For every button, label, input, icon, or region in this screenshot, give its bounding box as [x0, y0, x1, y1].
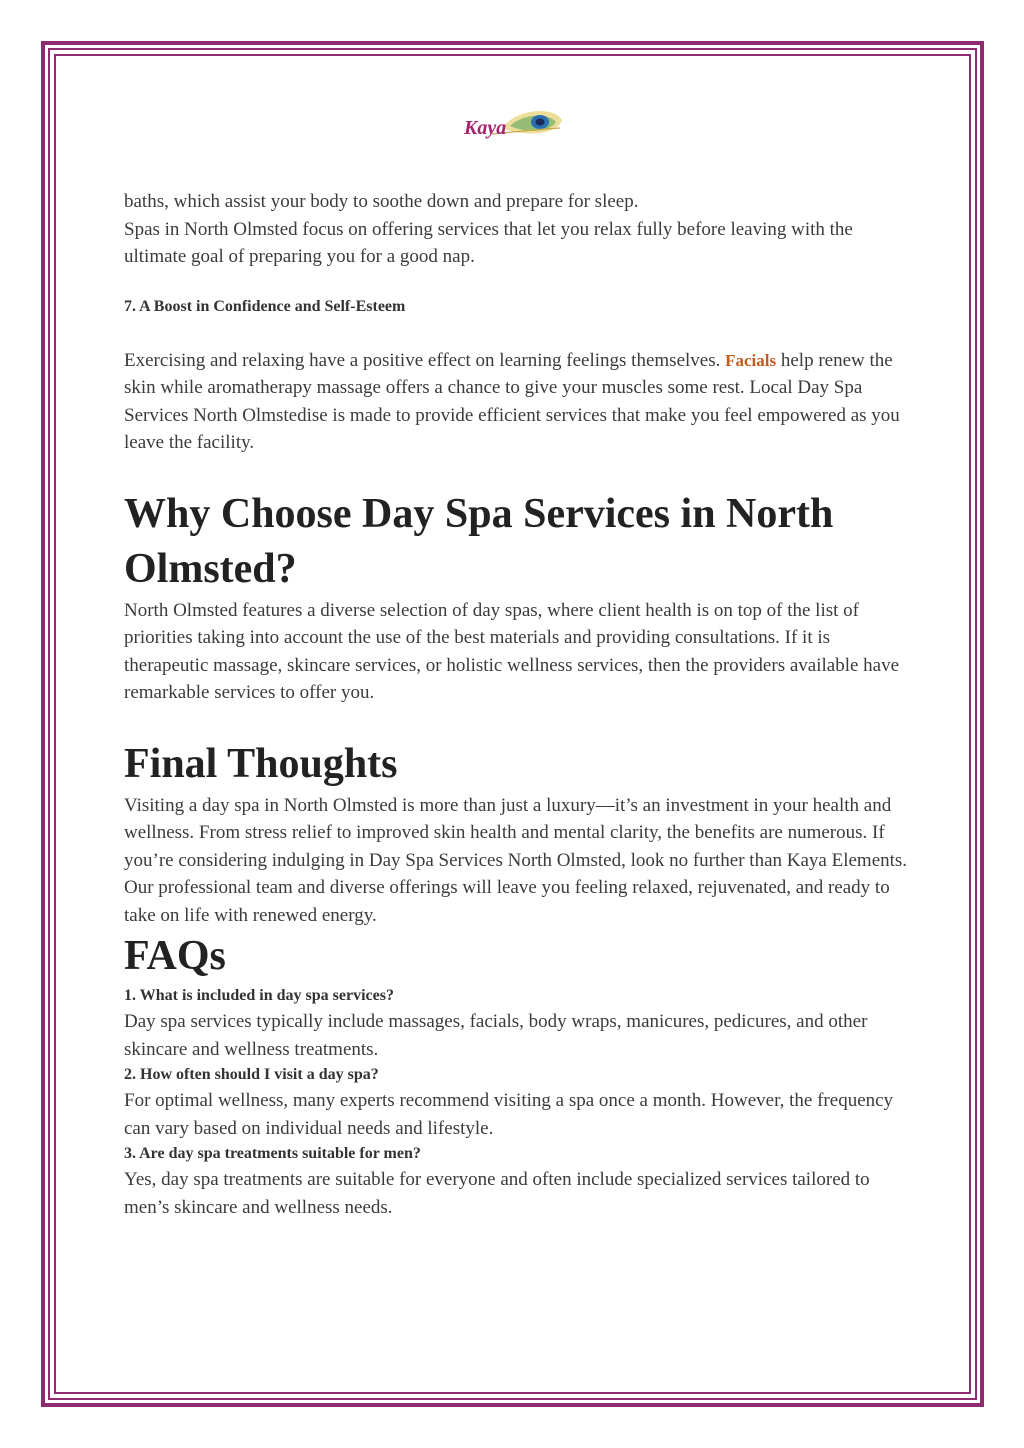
section-7-paragraph: [124, 347, 914, 457]
kaya-logo: [462, 104, 566, 148]
intro-paragraph: Spas in North Olmsted focus on offering services that let you relax fully before leaving with the ultimate goal of preparing you for a good nap.: [124, 218, 853, 267]
faq-question: 3. Are day spa treatments suitable for men?: [124, 1145, 421, 1162]
faq-answer: Day spa services typically include massages, facials, body wraps, manicures, pedicures, and other skincare and wellness treatments.: [124, 1011, 868, 1060]
final-thoughts-heading: Final Thoughts: [124, 740, 398, 787]
final-thoughts-paragraph: Visiting a day spa in North Olmsted is more than just a luxury—it’s an investment in your health and wellness. From stress relief to improved skin health and mental clarity, the benefits are numerous. If you’re considering indulging in Day Spa Services North Olmsted, look no further than Kaya Elements. Our professional team and diverse offerings will leave you feeling relaxed, rejuvenated, and ready to take on life with renewed energy.: [124, 794, 908, 926]
peacock-feather-icon: [462, 104, 566, 148]
section-7-text-after: help renew the skin while aromatherapy massage offers a chance to give your muscles some rest. Local Day Spa Services North Olmstedise is made to provide efficient services that make you feel empowered as you leave the facility.: [124, 349, 900, 453]
faq-question: 1. What is included in day spa services?: [124, 987, 394, 1004]
svg-text:Kaya: Kaya: [464, 117, 507, 139]
faq-answer: Yes, day spa treatments are suitable for everyone and often include specialized services tailored to men’s skincare and wellness needs.: [124, 1169, 870, 1218]
faq-question: 2. How often should I visit a day spa?: [124, 1066, 379, 1083]
why-choose-heading: Why Choose Day Spa Services in North Olmsted?: [124, 490, 834, 592]
document-content: [124, 188, 914, 1221]
facials-link[interactable]: Facials: [725, 350, 777, 370]
faq-answer: For optimal wellness, many experts recommend visiting a spa once a month. However, the frequency can vary based on individual needs and lifestyle.: [124, 1090, 894, 1139]
section-7-text-before: Exercising and relaxing have a positive effect on learning feelings themselves.: [124, 349, 726, 371]
why-choose-paragraph: North Olmsted features a diverse selection of day spas, where client health is on top of the list of priorities taking into account the use of the best materials and providing consultations. If it is therapeutic massage, skincare services, or holistic wellness services, then the providers available have remarkable services to offer you.: [124, 599, 900, 703]
intro-line-1: baths, which assist your body to soothe down and prepare for sleep.: [124, 191, 639, 212]
faqs-heading: FAQs: [124, 933, 226, 979]
section-7-title: 7. A Boost in Confidence and Self-Esteem: [124, 297, 406, 315]
